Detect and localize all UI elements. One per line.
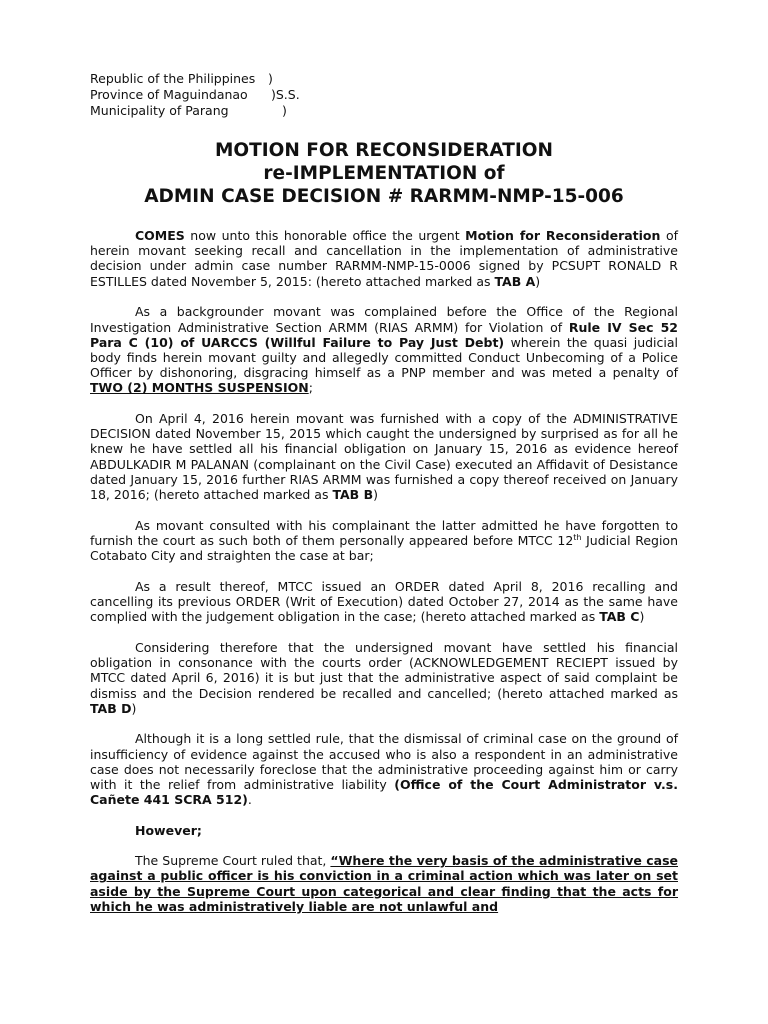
caption-republic-mark: ) [268,71,273,86]
tab-d-bold: TAB D [90,700,132,716]
p3-text-2: ) [373,487,378,503]
paragraph-although [90,731,678,807]
p1-text-1: now unto this honorable office the urgent [184,228,466,243]
paragraph-supreme-court [90,853,678,914]
caption-line-republic [90,71,678,87]
document-body [90,228,678,914]
venue-caption [90,71,678,119]
paragraph-backgrounder [90,304,678,395]
p2-text-2: wherein the quasi judicial body finds herein movant guilty and allegedly committed Conduct Unbecoming of a Police Officer by dishonoring, disgracing himself as a PNP member and was meted a penalty of [90,334,679,381]
document-title [90,139,678,208]
suspension-penalty: TWO (2) MONTHS SUSPENSION [90,380,309,396]
caption-republic-label: Republic of the Philippines [90,71,256,86]
paragraph-however [90,823,678,838]
paragraph-considering [90,640,678,716]
caption-municipality-label: Municipality of Parang [90,103,229,118]
p2-text-1: As a backgrounder movant was complained before the Office of the Regional Investigation Administrative Section ARMM (RIAS ARMM) for Violation of [90,304,678,335]
p3-text-1: On April 4, 2016 herein movant was furnished with a copy of the ADMINISTRATIVE DECISION dated November 15, 2015 which caught the undersigned by surprised as for all he knew he have settled all his financial obligation on January 15, 2016 as evidence hereof ABDULKADIR M PALANAN (complainant on the Civil Case) executed an Affidavit of Desistance dated January 15, 2016 further RIAS ARMM was furnished a copy thereof received on January 18, 2016; (hereto attached marked as [90,411,678,503]
comes-bold: COMES [135,228,185,243]
title-line-1: MOTION FOR RECONSIDERATION [214,140,554,161]
paragraph-consulted [90,518,678,564]
paragraph-april-4 [90,411,678,502]
however-heading: However; [135,823,202,838]
tab-a-bold: TAB A [494,273,536,289]
p4-text-1: As movant consulted with his complainant the latter admitted he have forgotten to furnish the court as such both of them personally appeared before MTCC 12 [90,517,678,548]
supreme-court-quote: “Where the very basis of the administrative case against a public officer is his conviction in a criminal action which was later on set aside by the Supreme Court upon categorical and clear finding that the acts for which he was administratively liable are not unlawful and [90,853,678,914]
p7-text-1: Although it is a long settled rule, that the dismissal of criminal case on the ground of insufficiency of evidence against the accused who is also a respondent in an administrative case does not necessarily foreclose that the administrative proceeding against him or carry with it the relief from administrative liability [90,731,678,793]
paragraph-comes [90,228,678,289]
p6-text-2: ) [131,700,137,716]
caption-municipality-mark: ) [282,103,287,118]
rule-citation-bold: Rule IV Sec 52 Para C (10) of UARCCS (Willful Failure to Pay Just Debt) [90,319,678,350]
tab-c-bold: TAB C [599,609,640,625]
motion-for-reconsideration-bold: Motion for Reconsideration [465,228,661,243]
p5-text-2: ) [639,609,645,625]
p5-text-1: As a result thereof, MTCC issued an ORDER dated April 8, 2016 recalling and cancelling its previous ORDER (Writ of Execution) dated October 27, 2014 as the same have complied with the judgement obligation in the case; (hereto attached marked as [90,578,678,625]
caption-line-municipality [90,103,678,119]
p7-text-2: . [247,792,252,808]
caption-line-province [90,87,678,103]
p1-text-2: of herein movant seeking recall and cancellation in the implementation of administrative decision under admin case number RARMM-NMP-15-0006 signed by PCSUPT RONALD R ESTILLES dated November 5, 2015: (hereto attached marked as [90,228,678,289]
title-line-3: ADMIN CASE DECISION # RARMM-NMP-15-006 [144,186,624,207]
caption-province-label: Province of Maguindanao [90,87,248,102]
paragraph-result [90,579,678,625]
p9-text-1: The Supreme Court ruled that, [135,853,331,869]
tab-b-bold: TAB B [332,487,374,503]
caption-province-mark: )S.S. [271,87,300,102]
p1-text-3: ) [535,273,541,289]
p4-text-2: Judicial Region Cotabato City and straighten the case at bar; [90,532,678,564]
p6-text-1: Considering therefore that the undersigned movant have settled his financial obligation in consonance with the courts order (ACKNOWLEDGEMENT RECIEPT issued by MTCC dated April 6, 2016) it is but just that the administrative aspect of said complaint be dismiss and the Decision rendered be recalled and cancelled; (hereto attached marked as [90,639,678,701]
case-citation-bold: (Office of the Court Administrator v.s. Cañete 441 SCRA 512) [90,777,678,808]
ordinal-superscript: th [573,532,582,542]
title-line-2: re-IMPLEMENTATION of [263,163,505,184]
p2-text-3: ; [308,380,313,396]
